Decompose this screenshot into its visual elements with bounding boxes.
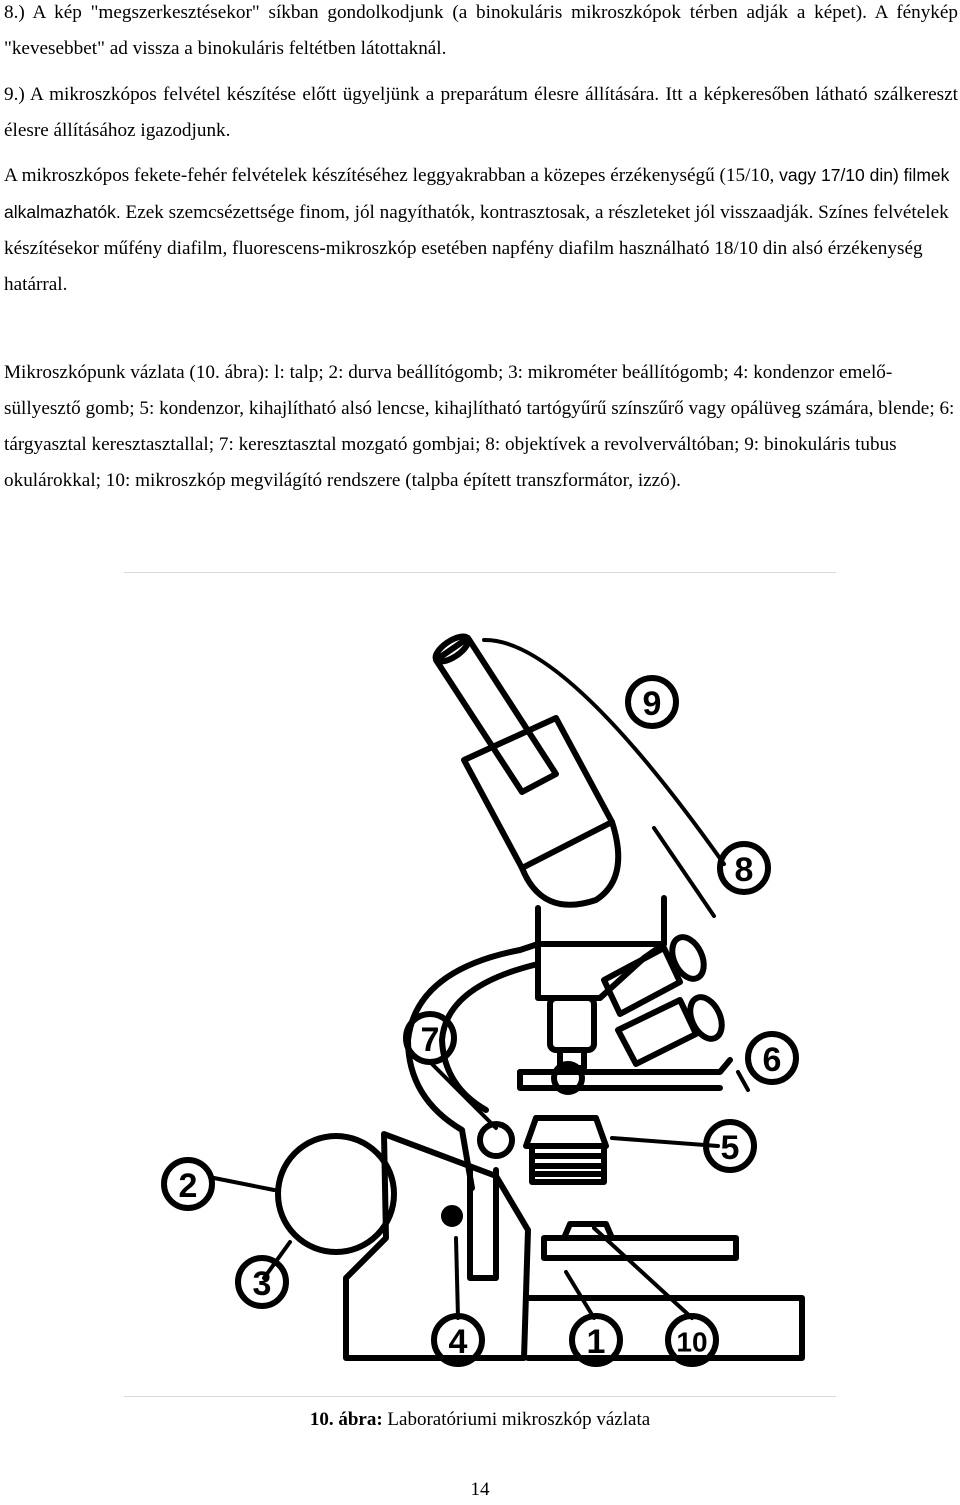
label-5: 5: [720, 1129, 740, 1167]
figure-bottom-rule: [124, 1396, 836, 1397]
figure-caption-prefix: 10. ábra:: [309, 1409, 383, 1430]
page-number: 14: [470, 1479, 490, 1500]
paragraph-film-text-4: Színes felvételek készítésekor műfény diafilm, fluorescens-mikroszkóp esetében napfény diafilm használható 18/10 din alsó érzékenység határral.: [4, 202, 949, 295]
microscope-figure: [124, 578, 836, 1394]
coarse-focus-knob: [278, 1136, 394, 1252]
label-10: 10: [676, 1326, 708, 1358]
base-foot: [528, 1298, 802, 1358]
paragraph-microscope-legend: [4, 355, 958, 499]
figure-caption: [0, 1405, 960, 1435]
eyepiece-tube: [436, 638, 556, 792]
label-1: 1: [586, 1323, 606, 1361]
paragraph-8-text: 8.) A kép "megszerkesztésekor" síkban gondolkodjunk (a binokuláris mikroszkópok térben adják a képet). A fénykép "kevesebbet" ad vissza a binokuláris feltétben látottaknál.: [4, 2, 958, 59]
label-2: 2: [178, 1167, 198, 1205]
condenser: [526, 1118, 606, 1146]
label-8: 8: [734, 851, 754, 889]
label-9: 9: [642, 685, 662, 723]
objective-center: [550, 998, 594, 1050]
stage: [520, 1060, 730, 1072]
paragraph-9-text: 9.) A mikroszkópos felvétel készítése előtt ügyeljünk a preparátum élesre állítására. Itt a képkeresőben látható szálkereszt élesre állításához igazodjunk.: [4, 84, 958, 141]
label-7: 7: [420, 1021, 440, 1059]
fine-focus-knob: [444, 1208, 460, 1224]
revolver-nosepiece: [538, 944, 664, 998]
label-6: 6: [762, 1041, 782, 1079]
paragraph-9: [4, 77, 958, 149]
paragraph-film-text-2: vagy 17/10 din) filmek alkalmazhatók.: [4, 165, 950, 222]
label-3: 3: [252, 1265, 272, 1303]
label-4: 4: [448, 1323, 468, 1361]
figure-caption-text: Laboratóriumi mikroszkóp vázlata: [382, 1409, 651, 1430]
paragraph-microscope-legend-text: Mikroszkópunk vázlata (10. ábra): l: talp; 2: durva beállítógomb; 3: mikrométer beállítógomb; 4: kondenzor emelő-süllyesztő gomb; 5: kondenzor, kihajlítható alsó lencse, kihajlítható tartógyűrű színszűrő vagy opálüveg számára, blende; 6: tárgyasztal keresztasztallal; 7: keresztasztal mozgató gombjai; 8: objektívek a revolverváltóban; 9: binokuláris tubus okulárokkal; 10: mikroszkóp megvilágító rendszere (talpba épített transzformátor, izzó).: [4, 362, 955, 491]
paragraph-film: [4, 157, 958, 303]
paragraph-8: [4, 0, 958, 67]
figure-top-rule: [124, 572, 836, 573]
paragraph-film-text-1: A mikroszkópos fekete-fehér felvételek készítéséhez leggyakrabban a közepes érzékenységű (15/10,: [4, 165, 780, 186]
paragraph-film-text-3: Ezek szemcsézettsége finom, jól nagyíthatók, kontrasztosak, a részleteket jól visszaadják.: [120, 202, 819, 223]
